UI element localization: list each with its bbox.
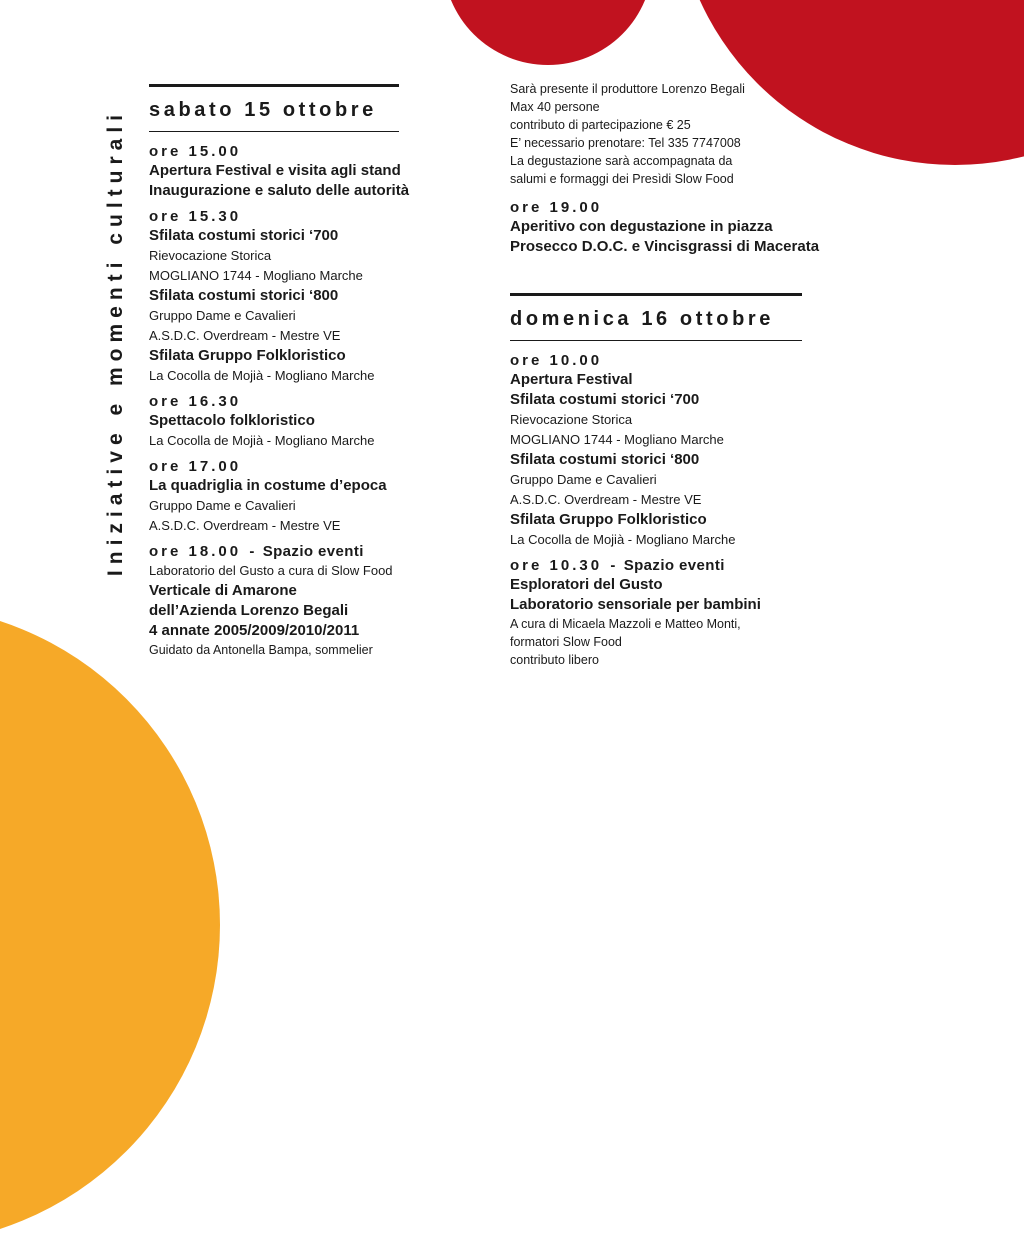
event-detail-line: Gruppo Dame e Cavalieri <box>149 498 296 513</box>
event-title-line: Apertura Festival e visita agli stand <box>149 162 401 179</box>
event-detail-line: formatori Slow Food <box>510 635 622 649</box>
event-detail-line: La Cocolla de Mojià - Mogliano Marche <box>149 433 375 448</box>
continuation-lines <box>510 80 850 188</box>
event-title-line: dell’Azienda Lorenzo Begali <box>149 602 349 619</box>
saturday-header <box>149 84 399 132</box>
event-suffix: Spazio eventi <box>623 557 725 574</box>
saturday-column <box>149 84 449 659</box>
event-suffix: Spazio eventi <box>262 543 364 560</box>
continuation-line: contributo di partecipazione € 25 <box>510 118 691 132</box>
event-title-line: Spettacolo folkloristico <box>149 412 315 429</box>
continuation-event <box>510 198 850 257</box>
decorative-red-circle-left <box>443 0 653 65</box>
continuation-line: salumi e formaggi dei Presìdi Slow Food <box>510 172 734 186</box>
event-title-line: Apertura Festival <box>510 371 633 388</box>
event-block <box>149 142 449 201</box>
event-title-line: Sfilata costumi storici ‘800 <box>149 287 339 304</box>
event-title-line: Sfilata costumi storici ‘700 <box>510 391 700 408</box>
event-detail-line: Gruppo Dame e Cavalieri <box>510 472 657 487</box>
decorative-yellow-circle <box>0 605 220 1245</box>
event-detail-line: La Cocolla de Mojià - Mogliano Marche <box>149 368 375 383</box>
event-detail-line: MOGLIANO 1744 - Mogliano Marche <box>510 432 724 447</box>
event-title-line: Aperitivo con degustazione in piazza <box>510 218 773 235</box>
event-block <box>149 457 449 536</box>
event-time-value: ore 15.00 <box>149 143 242 160</box>
saturday-events <box>149 142 449 659</box>
event-detail-line: A cura di Micaela Mazzoli e Matteo Monti, <box>510 617 741 631</box>
event-time-separator: - <box>241 543 263 560</box>
event-time-value: ore 16.30 <box>149 393 242 410</box>
event-title-line: Laboratorio sensoriale per bambini <box>510 596 761 613</box>
event-block <box>149 542 449 659</box>
event-time <box>149 457 449 476</box>
event-title-line: Sfilata costumi storici ‘800 <box>510 451 700 468</box>
event-block <box>510 351 810 550</box>
event-block <box>510 198 850 257</box>
event-title-line: Prosecco D.O.C. e Vincisgrassi di Macerata <box>510 238 820 255</box>
event-block <box>149 392 449 451</box>
event-time <box>510 556 810 575</box>
continuation-line: La degustazione sarà accompagnata da <box>510 154 733 168</box>
event-detail-line: MOGLIANO 1744 - Mogliano Marche <box>149 268 363 283</box>
event-block <box>510 556 810 669</box>
vertical-section-title <box>100 80 132 605</box>
sunday-header <box>510 293 802 341</box>
event-time-value: ore 15.30 <box>149 208 242 225</box>
event-title-line: Inaugurazione e saluto delle autorità <box>149 182 410 199</box>
continuation-line: Sarà presente il produttore Lorenzo Begali <box>510 82 745 96</box>
event-detail-line: contributo libero <box>510 653 599 667</box>
event-time-value: ore 19.00 <box>510 199 603 216</box>
event-title-line: 4 annate 2005/2009/2010/2011 <box>149 622 360 639</box>
event-detail-line: Gruppo Dame e Cavalieri <box>149 308 296 323</box>
event-time-value: ore 10.00 <box>510 352 603 369</box>
saturday-continuation <box>510 80 850 257</box>
event-detail-line: Rievocazione Storica <box>149 248 272 263</box>
event-time <box>510 351 810 370</box>
event-time <box>510 198 850 217</box>
sunday-title: domenica 16 ottobre <box>510 308 774 330</box>
event-detail-line: A.S.D.C. Overdream - Mestre VE <box>510 492 702 507</box>
event-title-line: Sfilata costumi storici ‘700 <box>149 227 339 244</box>
event-detail-line: Rievocazione Storica <box>510 412 633 427</box>
event-time <box>149 542 449 561</box>
event-detail-line: Laboratorio del Gusto a cura di Slow Food <box>149 563 393 578</box>
event-detail-line: A.S.D.C. Overdream - Mestre VE <box>149 518 341 533</box>
event-title-line: Verticale di Amarone <box>149 582 297 599</box>
event-block <box>149 207 449 386</box>
event-time <box>149 392 449 411</box>
saturday-title: sabato 15 ottobre <box>149 99 377 121</box>
event-detail-line: La Cocolla de Mojià - Mogliano Marche <box>510 532 736 547</box>
event-title-line: La quadriglia in costume d’epoca <box>149 477 387 494</box>
event-time-value: ore 18.00 <box>149 543 242 560</box>
event-title-line: Sfilata Gruppo Folkloristico <box>149 347 346 364</box>
continuation-line: E’ necessario prenotare: Tel 335 7747008 <box>510 136 741 150</box>
event-time-separator: - <box>602 557 624 574</box>
event-time <box>149 142 449 161</box>
sunday-events <box>510 351 810 669</box>
continuation-line: Max 40 persone <box>510 100 600 114</box>
event-detail-line: A.S.D.C. Overdream - Mestre VE <box>149 328 341 343</box>
event-detail-line: Guidato da Antonella Bampa, sommelier <box>149 643 373 657</box>
event-time-value: ore 17.00 <box>149 458 242 475</box>
vertical-title-text: Iniziative e momenti culturali <box>104 108 127 577</box>
event-title-line: Esploratori del Gusto <box>510 576 663 593</box>
sunday-column <box>510 293 810 669</box>
event-time <box>149 207 449 226</box>
event-time-value: ore 10.30 <box>510 557 603 574</box>
event-title-line: Sfilata Gruppo Folkloristico <box>510 511 707 528</box>
